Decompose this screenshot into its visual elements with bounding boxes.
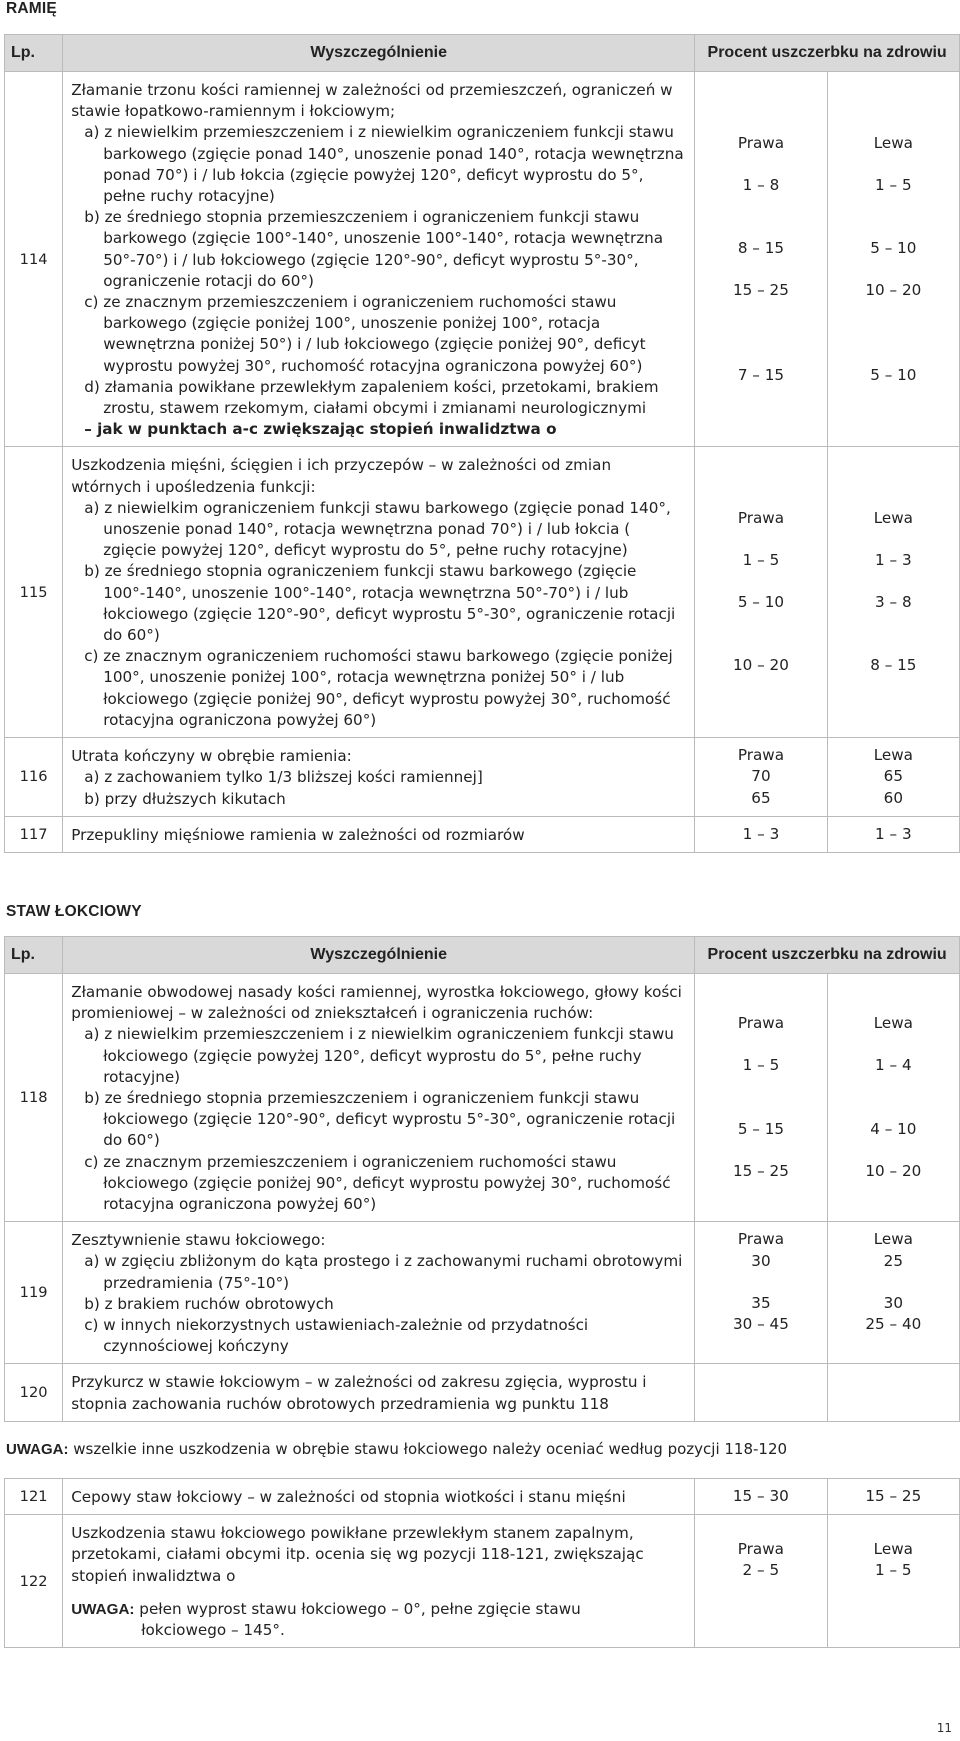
- table-ramie: [4, 34, 960, 853]
- row-item: b) z brakiem ruchów obrotowych: [84, 1294, 334, 1313]
- note-text: łokciowego – 145°.: [141, 1621, 285, 1640]
- value: 30: [883, 1293, 903, 1312]
- row-description: [63, 447, 695, 738]
- row-item: a) z niewielkim ograniczeniem funkcji stawu barkowego (zgięcie ponad 140°, unoszenie ponad 140°, rotacja wewnętrzna ponad 70°) i / lub łokcia ( zgięcie powyżej 120°, deficyt wyprostu do 5°, pełne ruchy rotacyjne): [84, 498, 671, 560]
- table-row: [5, 447, 960, 738]
- value-left: [827, 72, 959, 447]
- value: 25: [883, 1251, 903, 1270]
- value-left: [827, 738, 959, 817]
- value: 35: [751, 1293, 771, 1312]
- row-item: b) ze średniego stopnia przemieszczeniem i ograniczeniem funkcji stawu barkowego (zgięcie 100°-140°, unoszenie 100°-140°, rotacja wewnętrzna 50°-70°) i / lub łokciowego (zgięcie 120°-90°, deficyt wyprostu 5°-30°, ograniczenie rotacji do 60°): [84, 208, 664, 290]
- row-item: d) złamania powikłane przewlekłym zapaleniem kości, przetokami, brakiem zrostu, stawem rzekomym, ciałami obcymi i zmianami neurologicznymi: [84, 377, 659, 418]
- row-number: 119: [5, 1222, 63, 1364]
- value: 25 – 40: [865, 1315, 922, 1334]
- value: 7 – 15: [737, 365, 785, 384]
- value: 3 – 8: [875, 593, 912, 612]
- value-right: [695, 974, 827, 1222]
- value: 10 – 20: [732, 656, 789, 675]
- value: 1 – 8: [742, 175, 780, 194]
- value-left: [827, 1364, 959, 1421]
- value-left: 1 – 3: [827, 816, 959, 852]
- table-header: [5, 937, 960, 974]
- value: 60: [883, 788, 903, 807]
- row-text: Uszkodzenia stawu łokciowego powikłane przewlekłym stanem zapalnym, przetokami, ciałami obcymi itp. ocenia się wg pozycji 118-121, zwiększając stopień inwalidztwa o: [71, 1524, 644, 1585]
- value: 8 – 15: [737, 239, 785, 258]
- value-label: Lewa: [873, 1540, 913, 1558]
- value: 4 – 10: [870, 1119, 917, 1138]
- table-row: [5, 816, 960, 852]
- row-description: [63, 974, 695, 1222]
- row-text: Złamanie obwodowej nasady kości ramiennej, wyrostka łokciowego, głowy kości promieniowej – w zależności od zniekształceń i ograniczenia ruchów:: [71, 983, 682, 1023]
- uwaga-label: UWAGA:: [6, 1441, 69, 1458]
- value: 70: [751, 767, 771, 786]
- row-item: – jak w punktach a-c zwiększając stopień inwalidztwa o: [84, 420, 557, 439]
- value-label: Lewa: [873, 1014, 913, 1033]
- value: 1 – 3: [875, 551, 912, 570]
- value-left: [827, 974, 959, 1222]
- header-lp: Lp.: [5, 937, 63, 974]
- row-number: 121: [5, 1479, 63, 1515]
- section-title-staw-lokciowy: STAW ŁOKCIOWY: [6, 903, 142, 920]
- header-percent: Procent uszczerbku na zdrowiu: [695, 937, 960, 974]
- value: 30: [751, 1251, 771, 1270]
- value-label: Prawa: [737, 133, 785, 152]
- row-item: a) z niewielkim przemieszczeniem i z niewielkim ograniczeniem funkcji stawu barkowego (zgięcie ponad 140°, unoszenie ponad 140°, rotacja wewnętrzna ponad 70°) i / lub łokcia (zgięcie powyżej 120°, deficyt wyprostu do 5°, pełne ruchy rotacyjne): [84, 123, 684, 206]
- row-number: 115: [5, 447, 63, 738]
- row-item: b) ze średniego stopnia przemieszczeniem i ograniczeniem funkcji stawu łokciowego (zgięcie 120°-90°, deficyt wyprostu 5°-30°, ograniczenie rotacji do 60°): [84, 1089, 676, 1150]
- value-right: [695, 738, 827, 817]
- value: 8 – 15: [870, 656, 917, 675]
- value: 15 – 25: [732, 281, 789, 300]
- row-item: c) ze znacznym ograniczeniem ruchomości stawu barkowego (zgięcie poniżej 100°, unoszenie poniżej 100°, rotacja wewnętrzna poniżej 50° i / lub łokciowego (zgięcie poniżej 90°, deficyt wyprostu powyżej 30°, ruchomość rotacyjna ograniczona powyżej 60°): [84, 647, 673, 729]
- value-label: Prawa: [737, 746, 785, 765]
- row-description: Cepowy staw łokciowy – w zależności od stopnia wiotkości i stanu mięśni: [63, 1479, 695, 1515]
- value: 1 – 4: [875, 1056, 912, 1075]
- section-title-ramie: RAMIĘ: [6, 0, 57, 17]
- row-description: [63, 72, 695, 447]
- value: 65: [883, 767, 903, 786]
- value: 1 – 5: [742, 551, 780, 570]
- header-lp: Lp.: [5, 35, 63, 72]
- value-left: [827, 1515, 959, 1648]
- value: 1 – 5: [875, 175, 912, 194]
- row-number: 116: [5, 738, 63, 817]
- value: 10 – 20: [865, 1161, 922, 1180]
- note-label: UWAGA:: [71, 1600, 135, 1618]
- value: 5 – 10: [737, 593, 785, 612]
- page-number: 11: [936, 1721, 952, 1735]
- value-left: [827, 1222, 959, 1364]
- value-right: [695, 1364, 827, 1421]
- row-text: Uszkodzenia mięśni, ścięgien i ich przyczepów – w zależności od zmian wtórnych i upośledzenia funkcji:: [71, 456, 612, 496]
- table-row: [5, 72, 960, 447]
- value: 65: [751, 788, 771, 807]
- value-label: Prawa: [737, 1014, 785, 1033]
- row-number: 118: [5, 974, 63, 1222]
- row-item: c) w innych niekorzystnych ustawieniach-zależnie od przydatności czynnościowej kończyny: [84, 1316, 589, 1356]
- table-header: [5, 35, 960, 72]
- row-number: 120: [5, 1364, 63, 1421]
- row-description: Przykurcz w stawie łokciowym – w zależności od zakresu zgięcia, wyprostu i stopnia zachowania ruchów obrotowych przedramienia wg punktu 118: [63, 1364, 695, 1421]
- row-item: a) w zgięciu zbliżonym do kąta prostego i z zachowanymi ruchami obrotowymi przedramienia (75°-10°): [84, 1252, 683, 1292]
- row-number: 117: [5, 816, 63, 852]
- row-note: [71, 1599, 684, 1620]
- value-right: 1 – 3: [695, 816, 827, 852]
- row-item: b) ze średniego stopnia ograniczeniem funkcji stawu barkowego (zgięcie 100°-140°, unoszenie 100°-140°, rotacja wewnętrzna 50°-70°) i / lub łokciowego (zgięcie 120°-90°, deficyt wyprostu 5°-30°, ograniczenie rotacji do 60°): [84, 562, 676, 645]
- value-label: Prawa: [737, 508, 785, 527]
- value: 5 – 10: [870, 365, 917, 384]
- row-number: 122: [5, 1515, 63, 1648]
- row-description: [63, 1222, 695, 1364]
- value: 30 – 45: [732, 1315, 789, 1334]
- value-label: Lewa: [873, 1230, 913, 1249]
- value: 5 – 15: [737, 1119, 785, 1138]
- uwaga-text: wszelkie inne uszkodzenia w obrębie stawu łokciowego należy oceniać według pozycji 118-120: [68, 1440, 788, 1458]
- row-description: [63, 1515, 695, 1648]
- row-item: c) ze znacznym przemieszczeniem i ograniczeniem ruchomości stawu łokciowego (zgięcie poniżej 90°, deficyt wyprostu powyżej 30°, ruchomość rotacyjna ograniczona powyżej 60°): [84, 1152, 671, 1214]
- value-right: [695, 447, 827, 738]
- value-label: Lewa: [873, 746, 913, 765]
- table-row: [5, 1364, 960, 1421]
- header-desc: Wyszczególnienie: [63, 937, 695, 974]
- value: 5 – 10: [870, 239, 917, 258]
- row-text: Zesztywnienie stawu łokciowego:: [71, 1231, 326, 1250]
- value: 15 – 25: [732, 1161, 789, 1180]
- value-label: Lewa: [873, 133, 913, 152]
- row-item: c) ze znacznym przemieszczeniem i ograniczeniem ruchomości stawu barkowego (zgięcie poniżej 100°, unoszenie poniżej 100°, rotacja wewnętrzna poniżej 50°) i / lub łokciowego (zgięcie poniżej 90°, deficyt wyprostu powyżej 30°, ruchomość rotacyjna ograniczona powyżej 60°): [84, 293, 646, 375]
- value-right: [695, 1222, 827, 1364]
- value-right: [695, 1515, 828, 1648]
- row-description: Przepukliny mięśniowe ramienia w zależności od rozmiarów: [63, 816, 695, 852]
- table-staw-lokciowy-cont: [4, 1478, 960, 1648]
- value: 1 – 5: [742, 1056, 780, 1075]
- value: 1 – 5: [875, 1561, 912, 1580]
- row-description: [63, 738, 695, 817]
- row-number: 114: [5, 72, 63, 447]
- value-label: Prawa: [737, 1230, 785, 1249]
- value-left: 15 – 25: [827, 1479, 959, 1515]
- table-row: [5, 1222, 960, 1364]
- table-row: [5, 738, 960, 817]
- table-row: [5, 1479, 960, 1515]
- value: 2 – 5: [742, 1561, 780, 1580]
- value-right: 15 – 30: [695, 1479, 828, 1515]
- uwaga-note: [6, 1440, 787, 1458]
- value-label: Prawa: [737, 1540, 784, 1558]
- table-row: [5, 974, 960, 1222]
- header-percent: Procent uszczerbku na zdrowiu: [695, 35, 960, 72]
- value-right: [695, 72, 827, 447]
- table-row: [5, 1515, 960, 1648]
- row-item: a) z niewielkim przemieszczeniem i z niewielkim ograniczeniem funkcji stawu łokciowego (zgięcie powyżej 120°, deficyt wyprostu do 5°, pełne ruchy rotacyjne): [84, 1025, 674, 1086]
- row-item: b) przy dłuższych kikutach: [84, 789, 286, 808]
- value-left: [827, 447, 959, 738]
- row-text: Złamanie trzonu kości ramiennej w zależności od przemieszczeń, ograniczeń w stawie łopatkowo-ramiennym i łokciowym;: [71, 81, 673, 121]
- value: 10 – 20: [865, 281, 922, 300]
- value-label: Lewa: [873, 508, 913, 527]
- row-item: a) z zachowaniem tylko 1/3 bliższej kości ramiennej]: [84, 768, 483, 787]
- table-staw-lokciowy: [4, 936, 960, 1422]
- header-desc: Wyszczególnienie: [63, 35, 695, 72]
- note-text: pełen wyprost stawu łokciowego – 0°, pełne zgięcie stawu: [134, 1599, 581, 1618]
- row-text: Utrata kończyny w obrębie ramienia:: [71, 747, 352, 766]
